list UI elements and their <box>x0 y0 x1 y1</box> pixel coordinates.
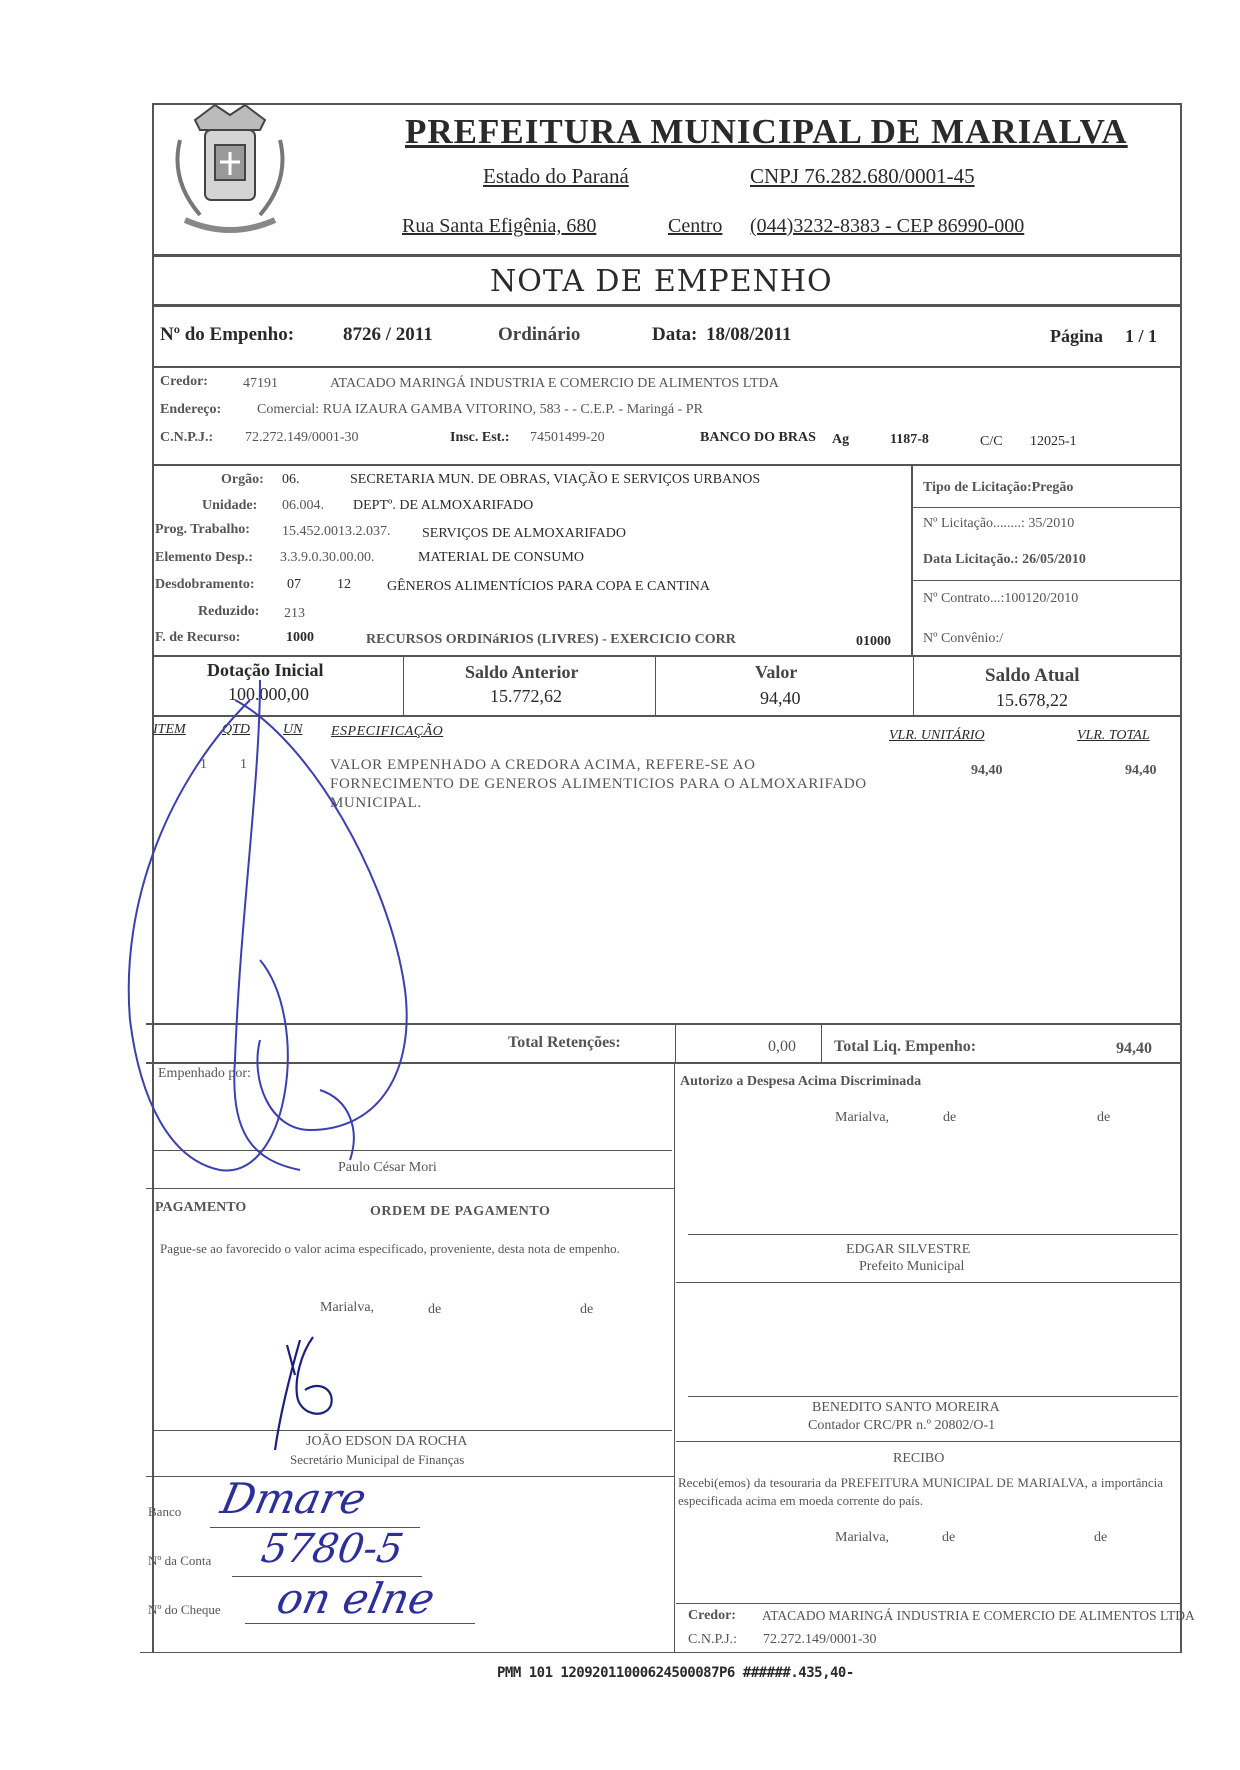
retencoes-label: Total Retenções: <box>508 1034 621 1051</box>
autorizo-label: Autorizo a Despesa Acima Discriminada <box>680 1074 922 1089</box>
credor-address: Comercial: RUA IZAURA GAMBA VITORINO, 583 - - C.E.P. - Maringá - PR <box>257 402 703 417</box>
pagamento-de-2: de <box>580 1302 594 1317</box>
autorizo-city: Marialva, <box>835 1110 890 1125</box>
recibo-text: Recebi(emos) da tesouraria da PREFEITURA MUNICIPAL DE MARIALVA, a importância especificada acima em moeda corrente do país. <box>678 1475 1163 1508</box>
empenho-number-label: Nº do Empenho: <box>160 324 295 345</box>
retencoes-value: 0,00 <box>768 1038 796 1055</box>
items-header-item: ITEM <box>153 722 186 737</box>
items-header-total-value: VLR. TOTAL <box>1077 728 1150 743</box>
valor-label: Valor <box>755 662 798 682</box>
item-unit-value: 94,40 <box>971 763 1003 778</box>
elemento-label: Elemento Desp.: <box>155 550 253 565</box>
items-header-un: UN <box>283 722 303 737</box>
pagamento-signer: JOÃO EDSON DA ROCHA <box>306 1434 468 1449</box>
ordem-pagamento-title: ORDEM DE PAGAMENTO <box>370 1204 551 1219</box>
credor-insc-label: Insc. Est.: <box>450 430 510 445</box>
saldo-anterior-label: Saldo Anterior <box>465 662 579 682</box>
document-title: NOTA DE EMPENHO <box>490 264 833 299</box>
desdobramento-code-2: 12 <box>337 577 351 592</box>
autorizo-de-1: de <box>943 1110 957 1125</box>
conta-handwritten: 5780-5 <box>257 1526 407 1572</box>
banco-label: Banco <box>148 1504 182 1519</box>
state-name: Estado do Paraná <box>483 164 629 188</box>
numero-convenio: Nº Convênio:/ <box>923 631 1004 646</box>
valor-value: 94,40 <box>760 688 801 708</box>
empenhado-label: Empenhado por: <box>158 1066 251 1081</box>
item-total-value: 94,40 <box>1125 763 1157 778</box>
recurso-code: 1000 <box>286 630 314 645</box>
saldo-atual-label: Saldo Atual <box>985 665 1080 686</box>
org-district: Centro <box>668 215 723 237</box>
item-qtd: 1 <box>240 757 247 772</box>
credor-name: ATACADO MARINGÁ INDUSTRIA E COMERCIO DE ALIMENTOS LTDA <box>330 376 779 391</box>
org-address: Rua Santa Efigênia, 680 <box>402 215 597 237</box>
recurso-number: 01000 <box>856 634 891 649</box>
saldo-atual-value: 15.678,22 <box>996 690 1068 710</box>
org-phone-cep: (044)3232-8383 - CEP 86990-000 <box>750 215 1025 237</box>
items-header-qtd: QTD <box>222 722 251 737</box>
signature-joao <box>265 1335 355 1455</box>
pagamento-text: Pague-se ao favorecido o valor acima especificado, proveniente, desta nota de empenho. <box>160 1241 620 1256</box>
unidade-name: DEPTº. DE ALMOXARIFADO <box>353 498 534 513</box>
reduzido-value: 213 <box>284 606 305 621</box>
org-cnpj: CNPJ 76.282.680/0001-45 <box>750 164 975 188</box>
footer-code: PMM 101 12092011000624500087P6 ######.435,40- <box>497 1665 854 1681</box>
saldo-anterior-value: 15.772,62 <box>490 686 562 706</box>
elemento-name: MATERIAL DE CONSUMO <box>418 550 584 565</box>
recibo-credor-label: Credor: <box>688 1608 736 1623</box>
credor-ag: 1187-8 <box>890 432 929 447</box>
recibo-de-1: de <box>942 1530 956 1545</box>
pagamento-role: Secretário Municipal de Finanças <box>290 1452 465 1467</box>
prog-label: Prog. Trabalho: <box>155 522 250 537</box>
recibo-de-2: de <box>1094 1530 1108 1545</box>
banco-handwritten: Dmare <box>216 1474 371 1523</box>
dotacao-value: 100.000,00 <box>228 684 309 704</box>
prog-name: SERVIÇOS DE ALMOXARIFADO <box>422 526 626 541</box>
recurso-name: RECURSOS ORDINáRIOS (LIVRES) - EXERCICIO CORR <box>366 632 736 647</box>
signature-paulo <box>110 660 450 1200</box>
conta-label: Nº da Conta <box>148 1553 212 1568</box>
unidade-code: 06.004. <box>282 498 324 513</box>
credor-cc: 12025-1 <box>1030 434 1077 449</box>
autorizo-signer: EDGAR SILVESTRE <box>846 1242 971 1257</box>
credor-cnpj-label: C.N.P.J.: <box>160 430 214 445</box>
page-label: Página <box>1050 326 1104 346</box>
recibo-cnpj-label: C.N.P.J.: <box>688 1632 738 1647</box>
credor-label: Credor: <box>160 374 208 389</box>
empenhado-name: Paulo César Mori <box>338 1160 437 1175</box>
orgao-label: Orgão: <box>221 472 264 487</box>
desdobramento-label: Desdobramento: <box>155 577 255 592</box>
items-header-spec: ESPECIFICAÇÃO <box>331 724 444 739</box>
prog-code: 15.452.0013.2.037. <box>282 524 391 539</box>
desdobramento-name: GÊNEROS ALIMENTÍCIOS PARA COPA E CANTINA <box>387 579 710 594</box>
cheque-label: Nº do Cheque <box>148 1602 221 1617</box>
autorizo-role: Prefeito Municipal <box>859 1259 965 1274</box>
credor-code: 47191 <box>243 376 278 391</box>
item-spec: VALOR EMPENHADO A CREDORA ACIMA, REFERE-SE AO FORNECIMENTO DE GENEROS ALIMENTICIOS PARA O ALMOXARIFADO MUNICIPAL. <box>330 757 867 811</box>
credor-cc-label: C/C <box>980 434 1003 449</box>
recibo-title: RECIBO <box>893 1451 945 1466</box>
credor-ag-label: Ag <box>832 432 850 447</box>
credor-insc: 74501499-20 <box>530 430 605 445</box>
empenho-type: Ordinário <box>498 324 581 345</box>
org-name: PREFEITURA MUNICIPAL DE MARIALVA <box>405 112 1128 151</box>
empenho-date-label: Data: <box>652 324 698 345</box>
orgao-code: 06. <box>282 472 300 487</box>
contador-name: BENEDITO SANTO MOREIRA <box>812 1400 1000 1415</box>
reduzido-label: Reduzido: <box>198 604 260 619</box>
credor-cnpj: 72.272.149/0001-30 <box>245 430 359 445</box>
numero-contrato: Nº Contrato...:100120/2010 <box>923 591 1079 606</box>
pagamento-label: PAGAMENTO <box>155 1200 247 1215</box>
empenho-date: 18/08/2011 <box>706 324 792 345</box>
unidade-label: Unidade: <box>202 498 258 513</box>
desdobramento-code-1: 07 <box>287 577 301 592</box>
numero-licitacao: Nº Licitação........: 35/2010 <box>923 516 1075 531</box>
pagamento-de-1: de <box>428 1302 442 1317</box>
total-liquido-value: 94,40 <box>1116 1040 1152 1057</box>
item-number: 1 <box>200 757 207 772</box>
recibo-credor-name: ATACADO MARINGÁ INDUSTRIA E COMERCIO DE ALIMENTOS LTDA <box>762 1608 1195 1623</box>
coat-of-arms-icon <box>160 100 300 248</box>
cheque-handwritten: on elne <box>272 1574 440 1623</box>
credor-address-label: Endereço: <box>160 402 222 417</box>
orgao-name: SECRETARIA MUN. DE OBRAS, VIAÇÃO E SERVIÇOS URBANOS <box>350 472 761 487</box>
elemento-code: 3.3.9.0.30.00.00. <box>280 550 375 565</box>
tipo-licitacao: Tipo de Licitação:Pregão <box>923 480 1074 495</box>
recurso-label: F. de Recurso: <box>155 630 241 645</box>
credor-bank: BANCO DO BRAS <box>700 430 816 445</box>
dotacao-label: Dotação Inicial <box>207 660 324 680</box>
contador-role: Contador CRC/PR n.º 20802/O-1 <box>808 1418 996 1433</box>
recibo-city: Marialva, <box>835 1530 890 1545</box>
page-value: 1 / 1 <box>1125 326 1158 346</box>
data-licitacao: Data Licitação.: 26/05/2010 <box>923 552 1086 567</box>
total-liquido-label: Total Liq. Empenho: <box>834 1038 977 1055</box>
items-header-unit-value: VLR. UNITÁRIO <box>889 728 985 743</box>
empenho-number: 8726 / 2011 <box>343 324 433 345</box>
autorizo-de-2: de <box>1097 1110 1111 1125</box>
recibo-cnpj: 72.272.149/0001-30 <box>763 1632 877 1647</box>
pagamento-city: Marialva, <box>320 1300 375 1315</box>
